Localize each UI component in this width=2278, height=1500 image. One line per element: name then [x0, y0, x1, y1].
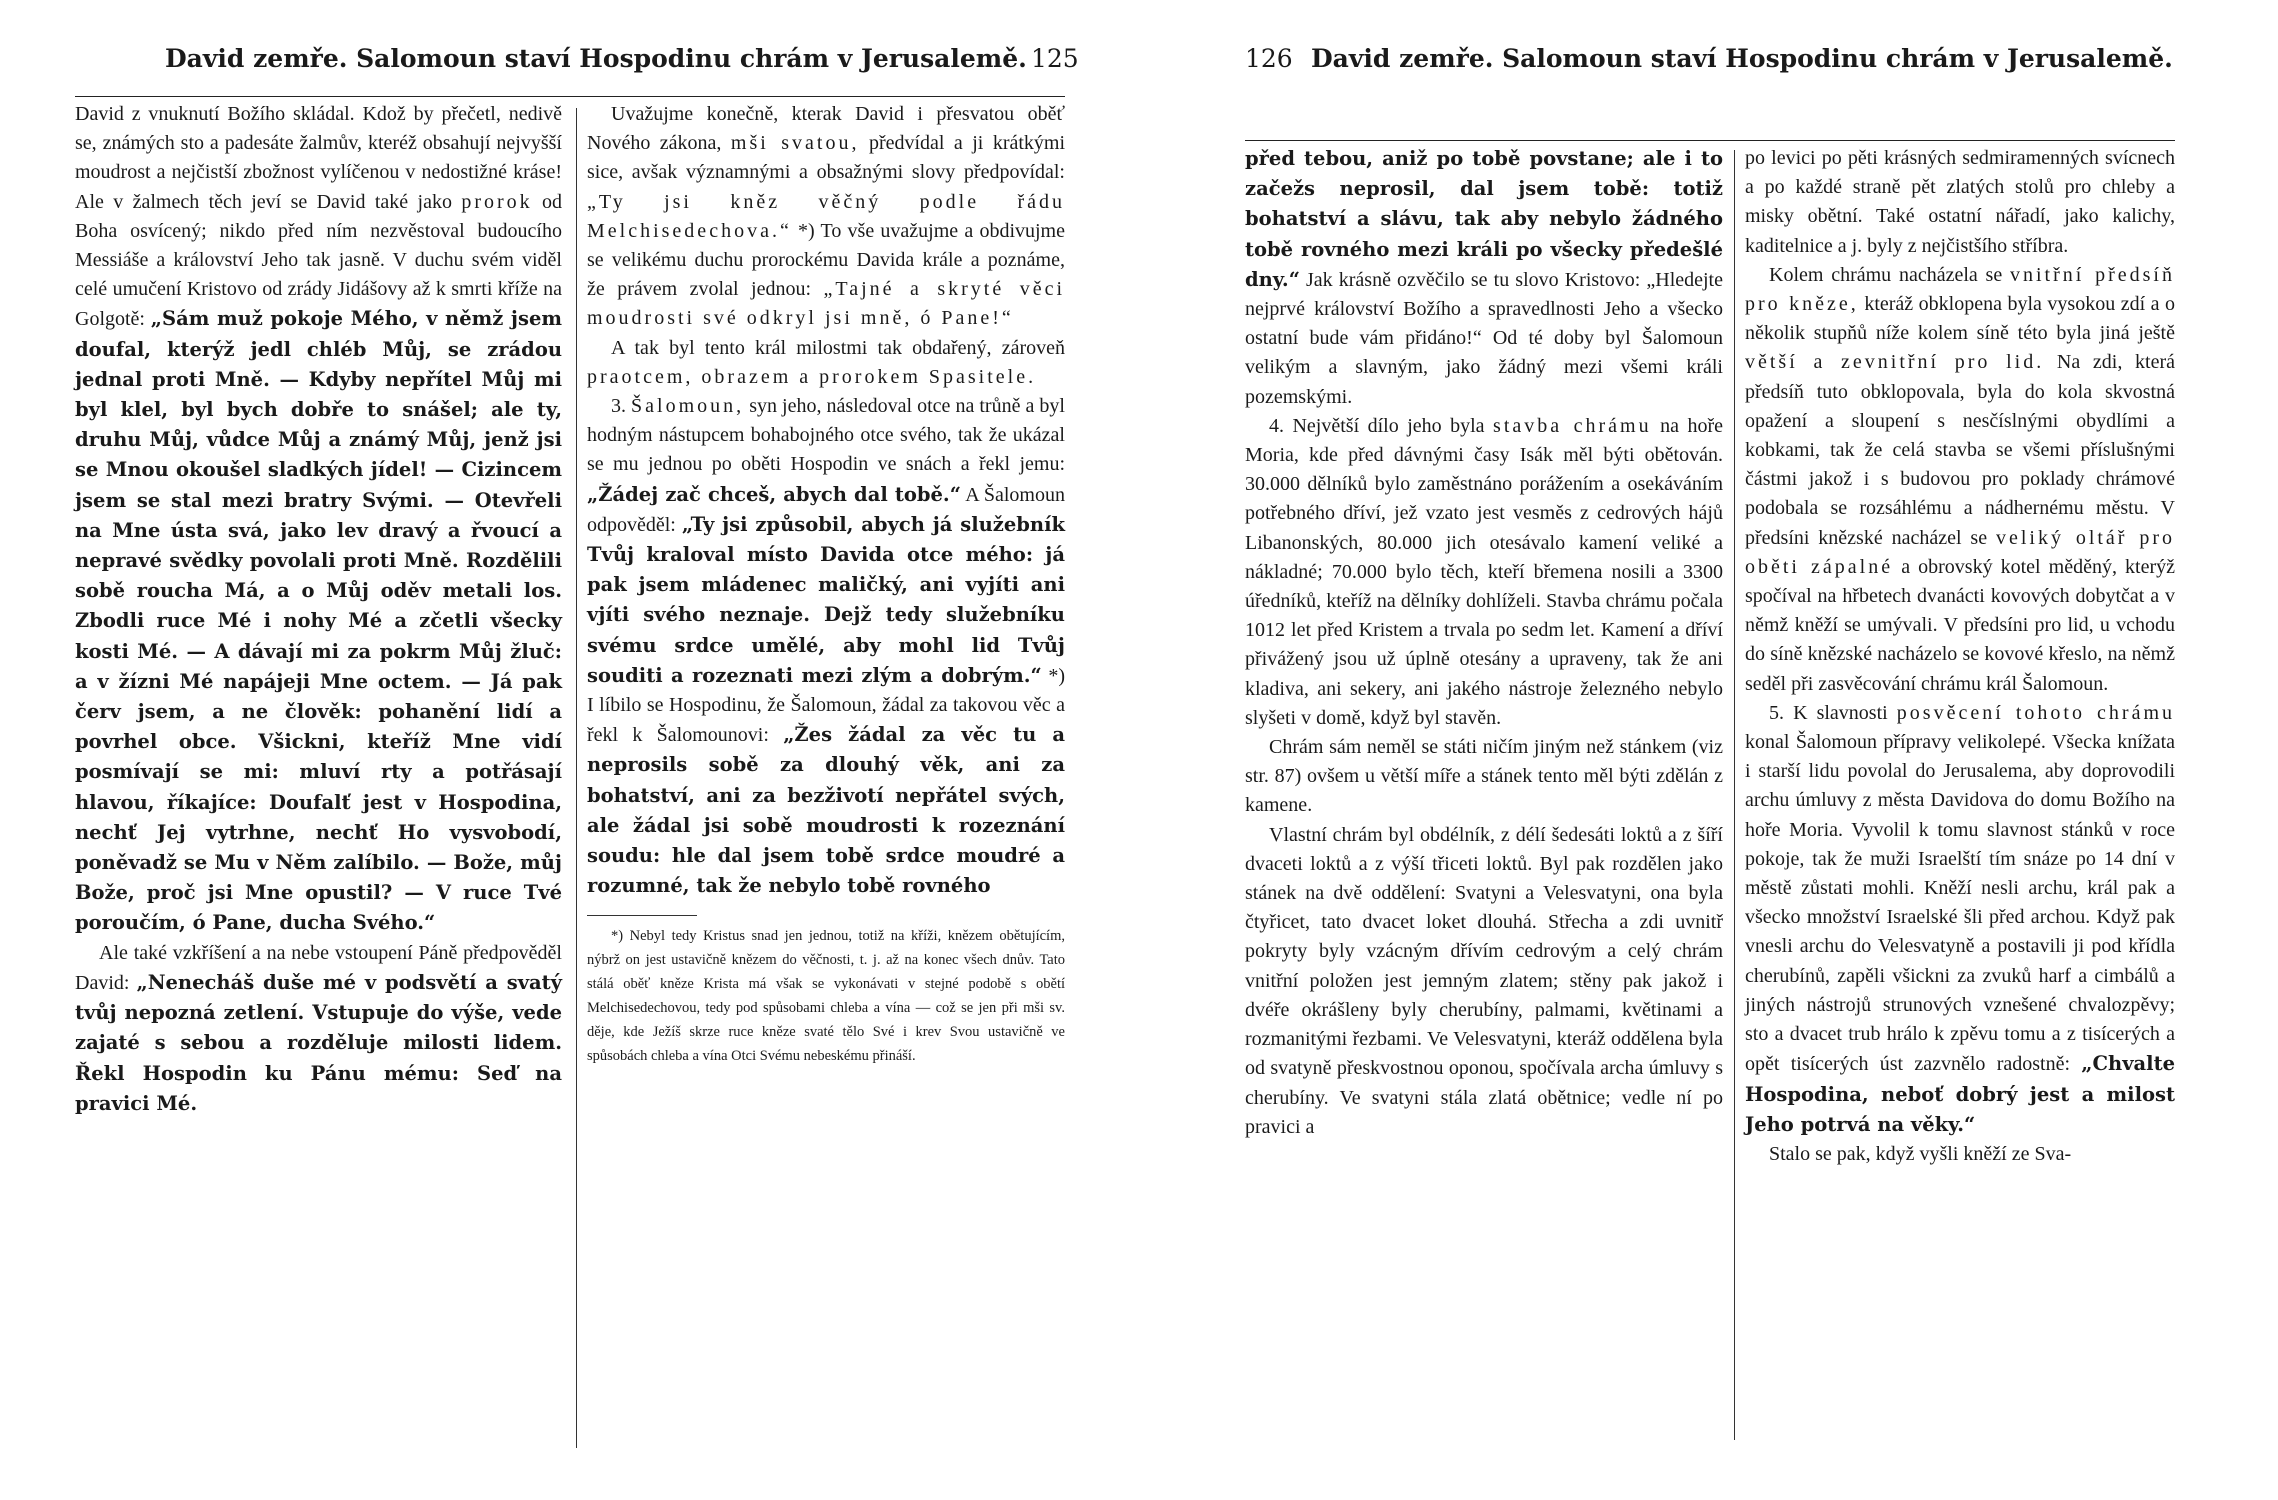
right-page-column-2 [1745, 144, 2175, 1169]
paragraph: David z vnuknutí Božího skládal. Kdož by přečetl, nedivě se, známých sto a padesáte žalmův, kteréž obsahují nejvyšší moudrost a nejčistší zbožnost vylíčenou v nedostižné kráse! Ale v žalmech těch jeví se David také jako prorok od Boha osvícený; nikdo před ním nezvěstoval budoucího Messiáše a království Jeho tak jasně. V duchu svém viděl celé umučení Kristovo od zrády Jidášovy až k smrti kříže na Golgotě: „Sám muž pokoje Mého, v němž jsem doufal, kterýž jedl chléb Můj, se zrádou jednal proti Mně. — Kdyby nepřítel Můj mi byl klel, byl bych dobře to snášel; ale ty, druhu Můj, vůdce Můj a známý Můj, jenž jsi se Mnou okoušel sladkých jídel! — Cizincem jsem se stal mezi bratry Svými. — Otevřeli na Mne ústa svá, jako lev dravý a řvoucí a nepravé svědky povolali proti Mně. Rozdělili sobě roucha Má, a o Můj oděv metali los. Zbodli ruce Mé i nohy Mé a zčetli všecky kosti Mé. — A dávají mi za pokrm Můj žluč: a v žízni Mé napájeji Mne octem. — Já pak červ jsem, a ne člověk: pohanění lidí a povrhel obce. Všickni, kteříž Mne vidí posmívají se mi: mluví rty a potřásají hlavou, říkajíce: Doufalť jest v Hospodina, nechť Jej vytrhne, nechť Ho vysvobodí, poněvadž se Mu v Něm zalíbilo. — Bože, můj Bože, proč jsi Mne opustil? — V ruce Tvé poroučím, ó Pane, ducha Svého.“ [75, 103, 563, 935]
right-page-column-1 [1245, 144, 1723, 1142]
left-page-number: 125 [1031, 44, 1079, 73]
left-page-header [75, 44, 1079, 84]
paragraph: Ale také vzkříšení a na nebe vstoupení Páně předpověděl David: „Nenecháš duše mé v podsvětí a svatý tvůj nepozná zetlení. Vstupuje do výše, vede zajaté s sebou a rozděluje milosti lidem. Řekl Hospodin ku Pánu mému: Seď na pravici Mé. [75, 941, 563, 1115]
footnote-rule [587, 915, 697, 916]
left-page [75, 0, 1079, 1500]
right-running-title: David zemře. Salomoun staví Hospodinu chrám v Jerusalemě. [1311, 44, 2173, 73]
right-page [1245, 0, 2175, 1500]
left-page-column-1 [75, 100, 562, 1119]
footnote: *) Nebyl tedy Kristus snad jen jednou, totiž na kříži, knězem obětujícím, nýbrž on jest ustavičně knězem do věčnosti, t. j. až na konec všech dnův. Tato stálá oběť kněze Krista má však se vykonávati v stejné podobě s obětí Melchisedechovou, tedy pod spůsobami chleba a vína — což se jen při mši sv. děje, kde Ježíš skrze ruce kněze svaté tělo Své i krev Svou ustavičně ve spůsobách chleba a vína Otci Svému nebeskému přináší. [587, 928, 1065, 1065]
right-page-header [1245, 44, 2175, 84]
paragraph: Chrám sám neměl se státi ničím jiným než stánkem (viz str. 87) ovšem u větší míře a stánek tento měl býti zdělán z kamene. [1245, 736, 1723, 817]
paragraph: po levici po pěti krásných sedmiramenných svícnech a po každé straně pět zlatých stolů pro chleby a misky obětní. Také ostatní nářadí, jako kalichy, kaditelnice a j. byly z nejčistšího stříbra. [1745, 147, 2175, 257]
paragraph: 5. K slavnosti posvěcení tohoto chrámu konal Šalomoun přípravy velikolepé. Všecka knížata i starší lidu povolal do Jerusalema, aby doprovodili archu úmluvy z města Davidova do domu Božího na hoře Moria. Vyvolil k tomu slavnost stánků v roce pokoje, tak že muži Israelští tím snáze po 14 dní v městě zůstati mohli. Kněží nesli archu, král pak a všecko množství Israelské šli před archou. Když pak vnesli archu do Velesvatyně a postavili ji pod křídla cherubínů, zapěli všickni za zvuků harf a cimbálů a jiných nástrojů strunových vznešené chvalozpěvy; sto a dvacet trub hrálo k zpěvu tomu a z tisícerých a opět tisícerých úst zazvnělo radostně: „Chvalte Hospodina, neboť dobrý jest a milost Jeho potrvá na věky.“ [1745, 701, 2176, 1136]
left-running-title: David zemře. Salomoun staví Hospodinu chrám v Jerusalemě. [165, 44, 1027, 73]
right-header-rule [1245, 140, 2175, 141]
left-header-rule [75, 96, 1065, 97]
paragraph: před tebou, aniž po tobě povstane; ale i to začežs neprosil, dal jsem tobě: totiž bohatství a slávu, tak aby nebylo žádného tobě rovného mezi králi po všecky předešlé dny.“ Jak krásně ozvěčilo se tu slovo Kristovo: „Hledejte nejprvé království Božího a spravedlnosti Jeho a všecko ostatní bude vám přidáno!“ Od té doby byl Šalomoun velikým a slavným, jako žádný mezi všemi králi pozemskými. [1245, 147, 1723, 408]
right-column-divider [1734, 150, 1735, 1440]
paragraph: Kolem chrámu nacházela se vnitřní předsíň pro kněze, kteráž obklopena byla vysokou zdí a o několik stupňů níže kolem síně této byla jiná ještě větší a zevnitřní pro lid. Na zdi, která předsíň tuto obklopovala, byla do kola skvostná opažení a sloupení s nesčíslnými obydlími a kobkami, tak že celá stavba se všemi příslušnými částmi jakož i s budovou pro poklady chrámové podobala se rozsáhlému a nádhernému městu. V předsíni knězské nacházel se veliký oltář pro oběti zápalné a obrovský kotel měděný, kterýž spočíval na hřbetech dvanácti kovových dobytčat a v němž kněží se umývali. V předsíni pro lid, u vchodu do síně knězské nacházelo se kovové křeslo, na němž seděl při zasvěcování chrámu král Šalomoun. [1745, 263, 2176, 695]
paragraph: 4. Největší dílo jeho byla stavba chrámu na hoře Moria, kde před dávnými časy Isák měl býti obětován. 30.000 dělníků bylo zaměstnáno porážením a osekáváním potřebného dříví, jež vzato jest vesměs z cedrových hájů Libanonských, 80.000 jich otesávalo kamení veliké a nákladné; 70.000 bylo těch, kteří břemena nosili a 3300 úředníků, kteříž na dělníky dohlíželi. Stavba chrámu počala 1012 let před Kristem a trvala po sedm let. Kamení a dříví přivážený jsou už úplně otesány a upraveny, tak že ani kladiva, ani sekery, ani jakého nástroje železného nebylo slyšeti v domě, když byl stavěn. [1245, 414, 1723, 729]
paragraph: Stalo se pak, když vyšli kněží ze Sva- [1769, 1142, 2072, 1165]
paragraph: Vlastní chrám byl obdélník, z délí šedesáti loktů a z šíří dvaceti loktů a z výší třiceti loktů. Byl pak rozdělen jako stánek na dvě oddělení: Svatyni a Velesvatyni, ona byla čtyřicet, tato dvacet loket dlouhá. Střecha a zdi uvnitř pokryty byly vzácným dřívím cedrovým a celý chrám vnitřní položen jest jemným zlatem; stěny pak jakož i dvéře okrášleny byly cherubíny, palmami, květinami a rozmanitými řezbami. Ve Velesvatyni, kteráž oddělena byla od svatyně přeskvostnou oponou, spočívala archa úmluvy s cherubíny. Ve svatyni stála zlatá obětnice; vedle ní po pravici a [1245, 823, 1723, 1138]
left-page-column-2 [587, 100, 1065, 1068]
right-page-number: 126 [1245, 44, 1293, 73]
paragraph: 3. Šalomoun, syn jeho, následoval otce na trůně a byl hodným nástupcem bohabojného otce svého, tak že ukázal se mu jednou po oběti Hospodin ve snách a řekl jemu: „Žádej zač chceš, abych dal tobě.“ A Šalomoun odpověděl: „Ty jsi způsobil, abych já služebník Tvůj kraloval místo Davida otce mého: já pak jsem mládenec maličký, ani vyjíti ani vjíti svého neznaje. Dejž tedy služebníku svému srdce umělé, aby mohl lid Tvůj souditi a rozeznati mezi zlým a dobrým.“ *) I líbilo se Hospodinu, že Šalomoun, žádal za takovou věc a řekl k Šalomounovi: „Žes žádal za věc tu a neprosils sobě za dlouhý věk, ani za bohatství, ani za bezživotí nepřátel svých, ale žádal jsi sobě moudrosti k rozeznání soudu: hle dal jsem tobě srdce moudré a rozumné, tak že nebylo tobě rovného [587, 395, 1066, 898]
left-column-divider [576, 108, 577, 1448]
paragraph: Uvažujme konečně, kterak David i přesvatou oběť Nového zákona, mši svatou, předvídal a ji krátkými sice, avšak významnými a obsažnými slovy předpovídal: „Ty jsi kněz věčný podle řádu Melchisedechova.“ *) To vše uvažujme a obdivujme se velikému duchu prorockému Davida krále a poznáme, že právem zvolal jednou: „Tajné a skryté věci moudrosti své odkryl jsi mně, ó Pane!“ [587, 103, 1066, 330]
paragraph: A tak byl tento král milostmi tak obdařený, zároveň praotcem, obrazem a prorokem Spasitele. [587, 336, 1065, 388]
